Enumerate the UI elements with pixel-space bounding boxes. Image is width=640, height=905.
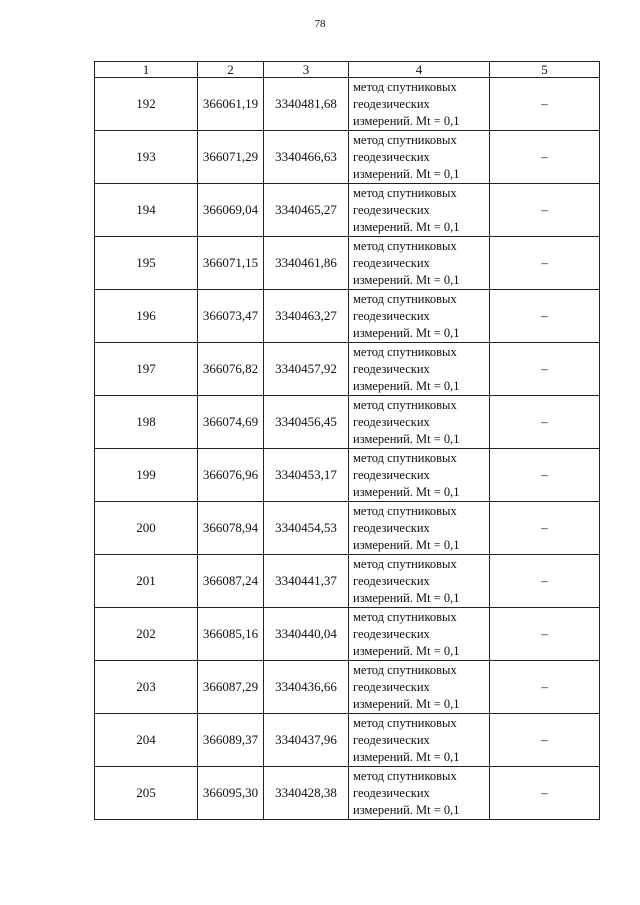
table-row	[95, 661, 600, 714]
note-cell: –	[490, 396, 600, 449]
coordinate-x-cell: 366076,82	[198, 343, 264, 396]
coordinate-x-cell: 366061,19	[198, 78, 264, 131]
method-text-line: геодезических	[353, 467, 430, 482]
method-cell	[349, 502, 490, 555]
method-text-line: метод спутниковых	[353, 132, 457, 147]
table-body	[95, 78, 600, 820]
coordinate-x-cell: 366074,69	[198, 396, 264, 449]
coordinate-x-cell: 366087,24	[198, 555, 264, 608]
note-cell: –	[490, 131, 600, 184]
point-number-cell: 194	[95, 184, 198, 237]
note-cell: –	[490, 184, 600, 237]
coordinate-y-cell: 3340436,66	[264, 661, 349, 714]
point-number-cell: 201	[95, 555, 198, 608]
method-text-line: метод спутниковых	[353, 768, 457, 783]
column-header-3: 3	[264, 62, 349, 78]
point-number-cell: 193	[95, 131, 198, 184]
method-text-line: измерений. Mt = 0,1	[353, 113, 460, 128]
note-cell: –	[490, 555, 600, 608]
note-cell: –	[490, 290, 600, 343]
method-text-line: геодезических	[353, 732, 430, 747]
method-cell	[349, 449, 490, 502]
method-cell	[349, 237, 490, 290]
note-cell: –	[490, 767, 600, 820]
coordinate-y-cell: 3340461,86	[264, 237, 349, 290]
table-row	[95, 237, 600, 290]
method-text-line: измерений. Mt = 0,1	[353, 802, 460, 817]
coordinates-table	[94, 61, 600, 820]
method-text-line: геодезических	[353, 785, 430, 800]
method-text-line: метод спутниковых	[353, 397, 457, 412]
method-text-line: геодезических	[353, 573, 430, 588]
table-header	[95, 62, 600, 78]
coordinate-x-cell: 366071,29	[198, 131, 264, 184]
coordinate-y-cell: 3340466,63	[264, 131, 349, 184]
coordinate-x-cell: 366089,37	[198, 714, 264, 767]
method-text-line: метод спутниковых	[353, 609, 457, 624]
method-cell	[349, 767, 490, 820]
method-text-line: измерений. Mt = 0,1	[353, 378, 460, 393]
method-cell	[349, 396, 490, 449]
header-row	[95, 62, 600, 78]
note-cell: –	[490, 449, 600, 502]
coordinate-y-cell: 3340465,27	[264, 184, 349, 237]
table-row	[95, 714, 600, 767]
method-cell	[349, 555, 490, 608]
coordinate-x-cell: 366069,04	[198, 184, 264, 237]
note-cell: –	[490, 661, 600, 714]
method-text-line: измерений. Mt = 0,1	[353, 219, 460, 234]
method-text-line: метод спутниковых	[353, 291, 457, 306]
method-cell	[349, 131, 490, 184]
method-text-line: измерений. Mt = 0,1	[353, 431, 460, 446]
method-cell	[349, 78, 490, 131]
coordinate-y-cell: 3340428,38	[264, 767, 349, 820]
method-text-line: измерений. Mt = 0,1	[353, 537, 460, 552]
method-text-line: геодезических	[353, 202, 430, 217]
column-header-5: 5	[490, 62, 600, 78]
method-text-line: геодезических	[353, 361, 430, 376]
coordinate-y-cell: 3340453,17	[264, 449, 349, 502]
table-row	[95, 502, 600, 555]
point-number-cell: 202	[95, 608, 198, 661]
method-text-line: метод спутниковых	[353, 185, 457, 200]
coordinate-y-cell: 3340441,37	[264, 555, 349, 608]
coordinate-y-cell: 3340456,45	[264, 396, 349, 449]
method-text-line: геодезических	[353, 96, 430, 111]
method-text-line: геодезических	[353, 679, 430, 694]
method-cell	[349, 290, 490, 343]
coordinate-x-cell: 366087,29	[198, 661, 264, 714]
note-cell: –	[490, 237, 600, 290]
note-cell: –	[490, 78, 600, 131]
method-cell	[349, 661, 490, 714]
method-text-line: геодезических	[353, 520, 430, 535]
coordinate-x-cell: 366076,96	[198, 449, 264, 502]
coordinate-x-cell: 366095,30	[198, 767, 264, 820]
method-cell	[349, 343, 490, 396]
method-text-line: измерений. Mt = 0,1	[353, 696, 460, 711]
method-text-line: метод спутниковых	[353, 344, 457, 359]
note-cell: –	[490, 608, 600, 661]
method-text-line: метод спутниковых	[353, 662, 457, 677]
table-row	[95, 555, 600, 608]
method-text-line: геодезических	[353, 414, 430, 429]
table-row	[95, 396, 600, 449]
coordinate-y-cell: 3340437,96	[264, 714, 349, 767]
method-cell	[349, 184, 490, 237]
method-text-line: метод спутниковых	[353, 79, 457, 94]
point-number-cell: 200	[95, 502, 198, 555]
method-text-line: измерений. Mt = 0,1	[353, 272, 460, 287]
note-cell: –	[490, 502, 600, 555]
note-cell: –	[490, 714, 600, 767]
point-number-cell: 205	[95, 767, 198, 820]
table-row	[95, 131, 600, 184]
note-cell: –	[490, 343, 600, 396]
method-text-line: измерений. Mt = 0,1	[353, 325, 460, 340]
point-number-cell: 196	[95, 290, 198, 343]
point-number-cell: 192	[95, 78, 198, 131]
method-text-line: метод спутниковых	[353, 503, 457, 518]
coordinate-x-cell: 366085,16	[198, 608, 264, 661]
method-text-line: измерений. Mt = 0,1	[353, 643, 460, 658]
point-number-cell: 197	[95, 343, 198, 396]
coordinate-x-cell: 366078,94	[198, 502, 264, 555]
point-number-cell: 198	[95, 396, 198, 449]
column-header-4: 4	[349, 62, 490, 78]
method-text-line: метод спутниковых	[353, 715, 457, 730]
page-number: 78	[314, 18, 326, 30]
table-row	[95, 184, 600, 237]
method-text-line: измерений. Mt = 0,1	[353, 484, 460, 499]
column-header-1: 1	[95, 62, 198, 78]
coordinate-y-cell: 3340440,04	[264, 608, 349, 661]
coordinate-y-cell: 3340454,53	[264, 502, 349, 555]
table-row	[95, 767, 600, 820]
table-row	[95, 343, 600, 396]
method-text-line: измерений. Mt = 0,1	[353, 590, 460, 605]
method-text-line: метод спутниковых	[353, 450, 457, 465]
method-text-line: метод спутниковых	[353, 556, 457, 571]
method-text-line: измерений. Mt = 0,1	[353, 166, 460, 181]
table-row	[95, 290, 600, 343]
method-text-line: геодезических	[353, 626, 430, 641]
table-row	[95, 78, 600, 131]
method-text-line: измерений. Mt = 0,1	[353, 749, 460, 764]
method-text-line: геодезических	[353, 308, 430, 323]
coordinate-x-cell: 366071,15	[198, 237, 264, 290]
point-number-cell: 195	[95, 237, 198, 290]
method-text-line: метод спутниковых	[353, 238, 457, 253]
method-cell	[349, 608, 490, 661]
point-number-cell: 203	[95, 661, 198, 714]
column-header-2: 2	[198, 62, 264, 78]
coordinate-x-cell: 366073,47	[198, 290, 264, 343]
method-cell	[349, 714, 490, 767]
method-text-line: геодезических	[353, 255, 430, 270]
coordinate-y-cell: 3340481,68	[264, 78, 349, 131]
coordinate-y-cell: 3340463,27	[264, 290, 349, 343]
table-row	[95, 449, 600, 502]
coordinate-y-cell: 3340457,92	[264, 343, 349, 396]
point-number-cell: 204	[95, 714, 198, 767]
method-text-line: геодезических	[353, 149, 430, 164]
point-number-cell: 199	[95, 449, 198, 502]
table-row	[95, 608, 600, 661]
